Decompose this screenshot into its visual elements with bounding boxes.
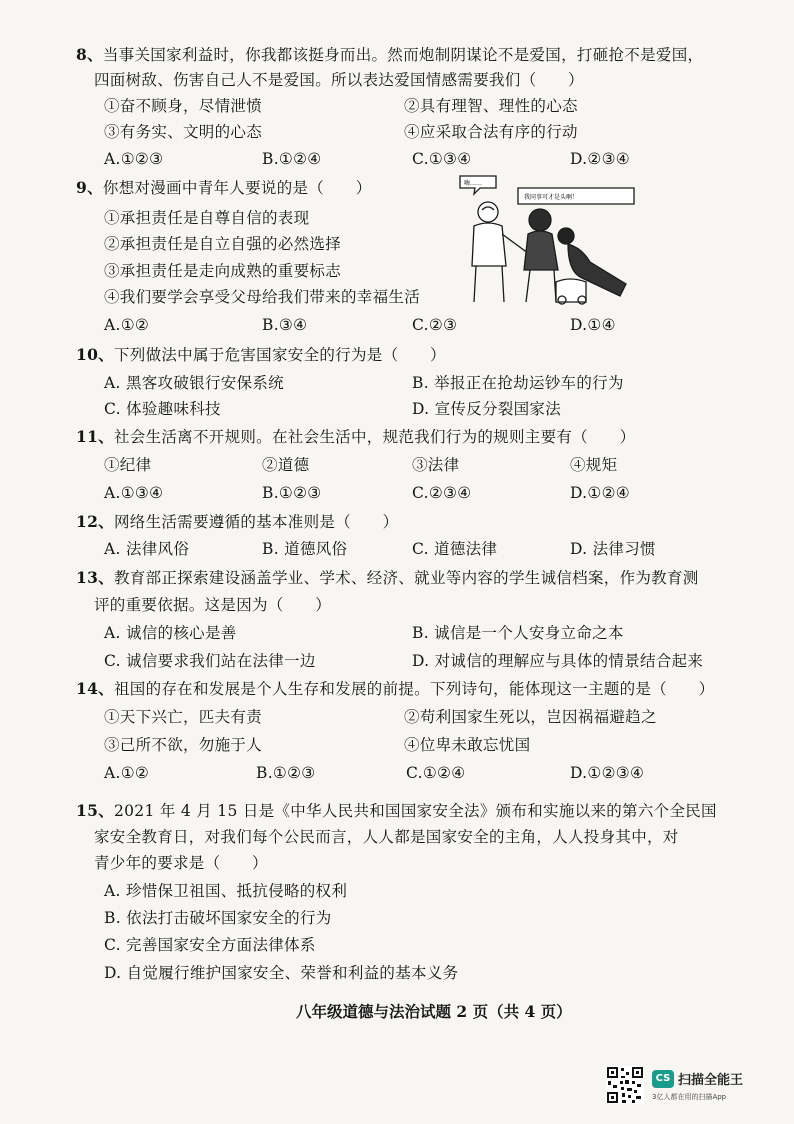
camscanner-logo-icon: CS: [652, 1070, 674, 1088]
question-13-stem-line-2: 评的重要依据。这是因为（ ）: [94, 596, 332, 614]
question-8-item: ③有务实、文明的心态: [104, 123, 263, 141]
question-15-option: D. 自觉履行维护国家安全、荣誉和利益的基本义务: [104, 964, 459, 982]
question-number: 13、: [76, 568, 114, 587]
question-15-option: C. 完善国家安全方面法律体系: [104, 936, 316, 954]
question-9-item: ③承担责任是走向成熟的重要标志: [104, 262, 342, 280]
question-11-item: ④规矩: [570, 456, 618, 474]
question-8-item: ①奋不顾身，尽情泄愤: [104, 97, 263, 115]
question-13-stem-line-1: 13、教育部正探索建设涵盖学业、学术、经济、就业等内容的学生诚信档案，作为教育测: [76, 568, 699, 587]
question-9-option: C.②③: [412, 316, 458, 334]
question-12-option: B. 道德风俗: [262, 540, 348, 558]
question-14-option: C.①②④: [406, 764, 466, 782]
question-10-option: D. 宣传反分裂国家法: [412, 400, 562, 418]
question-11-option: B.①②③: [262, 484, 322, 502]
question-11-option: A.①③④: [104, 484, 164, 502]
question-10-option: B. 举报正在抢劫运钞车的行为: [412, 374, 624, 392]
page-footer-title: 八年级道德与法治试题 2 页（共 4 页）: [296, 1002, 572, 1021]
question-11-item: ①纪律: [104, 456, 152, 474]
question-9-option: D.①④: [570, 316, 616, 334]
question-14-option: D.①②③④: [570, 764, 645, 782]
question-10-stem: 10、下列做法中属于危害国家安全的行为是（ ）: [76, 345, 446, 364]
question-11-option: C.②③④: [412, 484, 472, 502]
question-14-item: ②苟利国家生死以，岂因祸福避趋之: [404, 708, 657, 726]
question-11-item: ②道德: [262, 456, 310, 474]
question-13-option: C. 诚信要求我们站在法律一边: [104, 652, 316, 670]
scanner-tagline: 3亿人都在用的扫描App: [652, 1093, 727, 1101]
question-11-item: ③法律: [412, 456, 460, 474]
qr-code-icon: [606, 1066, 644, 1104]
question-9-option: A.①②: [104, 316, 150, 334]
question-12-option: A. 法律风俗: [104, 540, 190, 558]
question-15-stem-line-1: 15、2021 年 4 月 15 日是《中华人民共和国国家安全法》颁布和实施以来的第六个全民国: [76, 801, 717, 820]
question-8-stem-line-1: 8、当事关国家利益时，你我都该挺身而出。然而炮制阴谋论不是爱国，打砸抢不是爱国，: [76, 45, 704, 64]
question-9-item: ②承担责任是自立自强的必然选择: [104, 235, 342, 253]
question-8-option: A.①②③: [104, 150, 164, 168]
scanner-app-name: 扫描全能王: [678, 1073, 744, 1088]
question-15-option: A. 珍惜保卫祖国、抵抗侵略的权利: [104, 882, 348, 900]
question-8-item: ④应采取合法有序的行动: [404, 123, 578, 141]
question-12-stem: 12、网络生活需要遵循的基本准则是（ ）: [76, 512, 399, 531]
question-15-option: B. 依法打击破坏国家安全的行为: [104, 909, 332, 927]
question-number: 11、: [76, 427, 114, 446]
question-14-item: ①天下兴亡，匹夫有责: [104, 708, 263, 726]
question-9-stem: 9、你想对漫画中青年人要说的是（ ）: [76, 178, 372, 197]
question-14-stem: 14、祖国的存在和发展是个人生存和发展的前提。下列诗句，能体现这一主题的是（ ）: [76, 679, 715, 698]
question-14-item: ④位卑未敢忘忧国: [404, 736, 531, 754]
question-9-item: ④我们要学会享受父母给我们带来的幸福生活: [104, 288, 421, 306]
question-8-option: D.②③④: [570, 150, 630, 168]
question-8-item: ②具有理智、理性的心态: [404, 97, 578, 115]
cartoon-speech-left: 嗨……: [464, 180, 483, 187]
question-13-option: A. 诚信的核心是善: [104, 624, 237, 642]
question-15-stem-line-2: 家安全教育日，对我们每个公民而言，人人都是国家安全的主角，人人投身其中，对: [94, 828, 679, 846]
question-11-option: D.①②④: [570, 484, 630, 502]
question-9-item: ①承担责任是自尊自信的表现: [104, 209, 310, 227]
question-12-option: D. 法律习惯: [570, 540, 656, 558]
question-number: 15、: [76, 801, 114, 820]
question-10-option: A. 黑客攻破银行安保系统: [104, 374, 284, 392]
question-15-stem-line-3: 青少年的要求是（ ）: [94, 854, 268, 872]
question-number: 10、: [76, 345, 114, 364]
scanner-watermark: [606, 1066, 766, 1110]
question-12-option: C. 道德法律: [412, 540, 498, 558]
cartoon-illustration: [458, 174, 638, 306]
question-13-option: D. 对诚信的理解应与具体的情景结合起来: [412, 652, 704, 670]
question-9-option: B.③④: [262, 316, 308, 334]
question-number: 8、: [76, 45, 103, 64]
question-number: 9、: [76, 178, 103, 197]
question-11-stem: 11、社会生活离不开规则。在社会生活中，规范我们行为的规则主要有（ ）: [76, 427, 636, 446]
question-14-item: ③己所不欲，勿施于人: [104, 736, 263, 754]
question-14-option: A.①②: [104, 764, 150, 782]
question-8-stem-line-2: 四面树敌、伤害自己人不是爱国。所以表达爱国情感需要我们（ ）: [94, 71, 584, 89]
question-13-option: B. 诚信是一个人安身立命之本: [412, 624, 624, 642]
question-8-option: B.①②④: [262, 150, 322, 168]
question-10-option: C. 体验趣味科技: [104, 400, 221, 418]
question-number: 14、: [76, 679, 114, 698]
question-8-option: C.①③④: [412, 150, 472, 168]
question-14-option: B.①②③: [256, 764, 316, 782]
question-number: 12、: [76, 512, 114, 531]
cartoon-speech-right: 我同事可才是头啊！: [524, 194, 579, 201]
